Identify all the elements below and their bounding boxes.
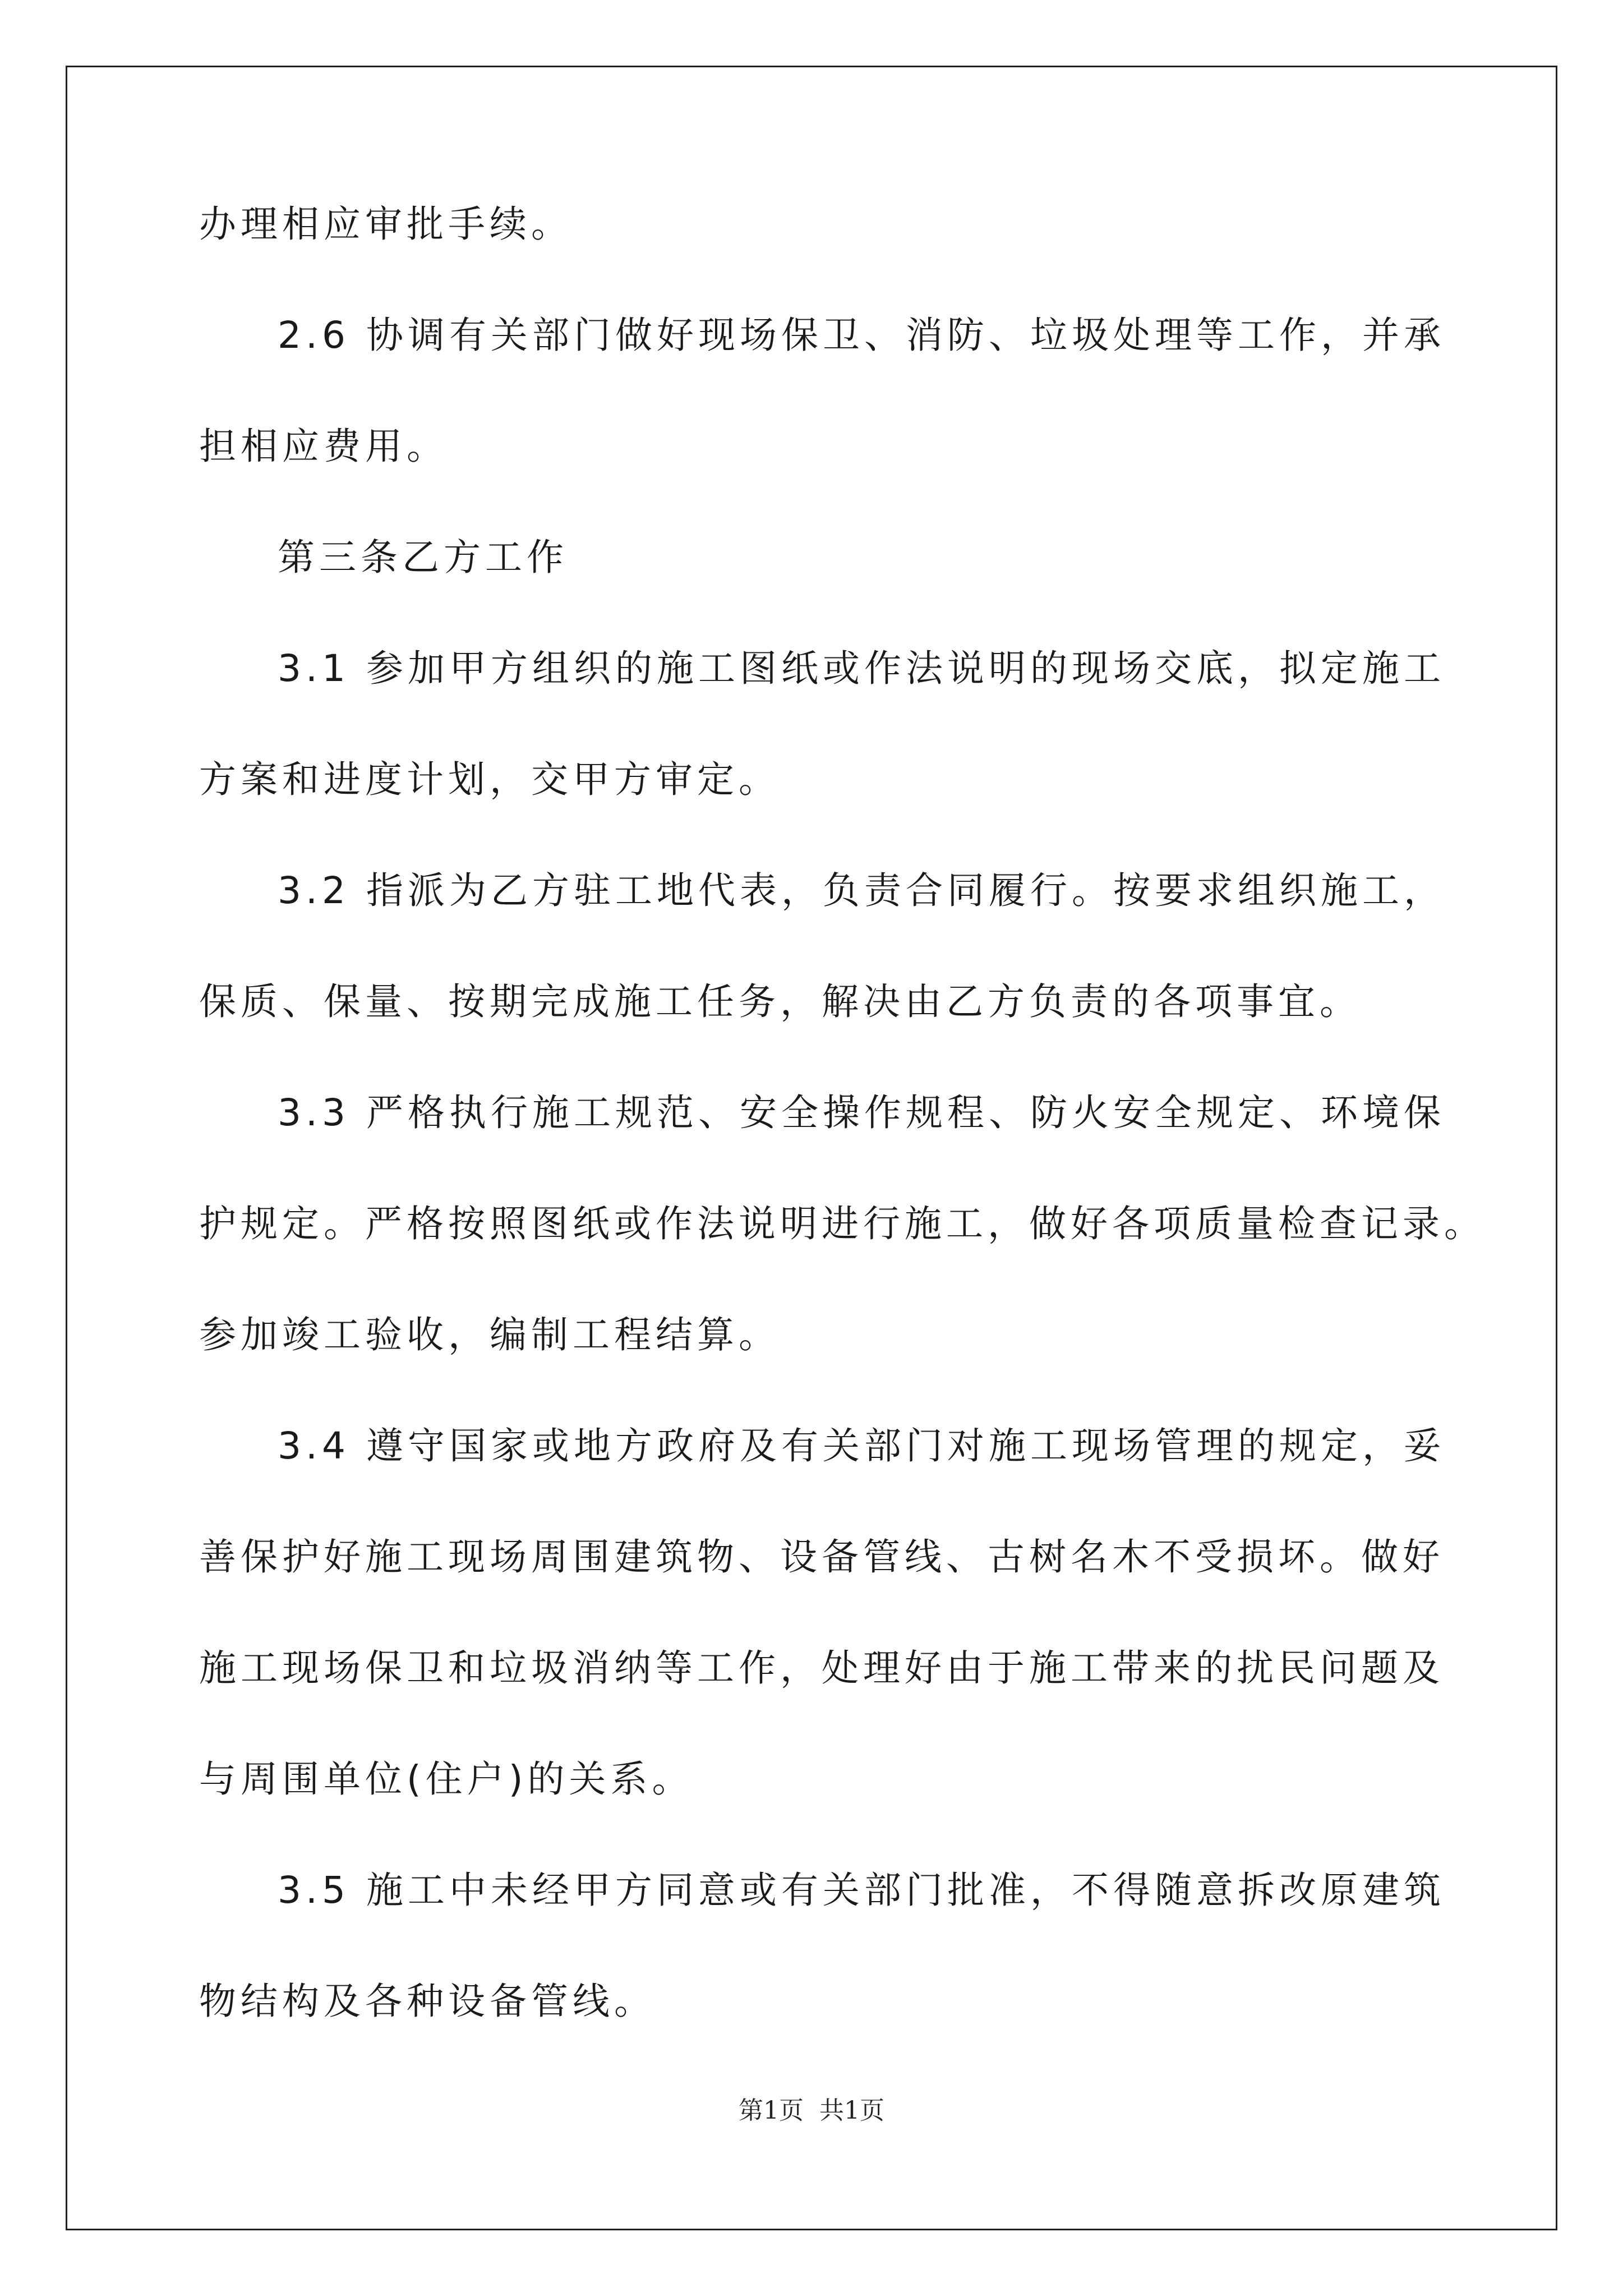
page-number: 第1页 <box>739 2096 804 2125</box>
text-line: 3.4 遵守国家或地方政府及有关部门对施工现场管理的规定，妥 <box>278 1424 1445 1467</box>
text-line: 担相应费用。 <box>199 425 448 468</box>
page-footer <box>0 2095 1623 2127</box>
text-line: 3.3 严格执行施工规范、安全操作规程、防火安全规定、环境保 <box>278 1091 1445 1134</box>
text-line: 物结构及各种设备管线。 <box>199 1980 656 2023</box>
text-line: 护规定。严格按照图纸或作法说明进行施工，做好各项质量检查记录。 <box>199 1202 1486 1245</box>
text-line: 参加竣工验收，编制工程结算。 <box>199 1313 780 1356</box>
text-line: 3.1 参加甲方组织的施工图纸或作法说明的现场交底，拟定施工 <box>278 647 1445 690</box>
section-heading: 第三条乙方工作 <box>278 536 568 579</box>
text-line: 2.6 协调有关部门做好现场保卫、消防、垃圾处理等工作，并承 <box>278 314 1445 357</box>
text-line: 方案和进度计划，交甲方审定。 <box>199 758 780 801</box>
page-total: 共1页 <box>819 2096 884 2125</box>
text-line: 施工现场保卫和垃圾消纳等工作，处理好由于施工带来的扰民问题及 <box>199 1646 1444 1690</box>
text-line: 办理相应审批手续。 <box>199 203 573 246</box>
text-line: 保质、保量、按期完成施工任务，解决由乙方负责的各项事宜。 <box>199 980 1361 1023</box>
text-line: 3.2 指派为乙方驻工地代表，负责合同履行。按要求组织施工， <box>278 869 1445 912</box>
text-line: 3.5 施工中未经甲方同意或有关部门批准，不得随意拆改原建筑 <box>278 1869 1445 1912</box>
text-line: 与周围单位(住户)的关系。 <box>199 1757 694 1801</box>
text-line: 善保护好施工现场周围建筑物、设备管线、古树名木不受损坏。做好 <box>199 1535 1444 1579</box>
